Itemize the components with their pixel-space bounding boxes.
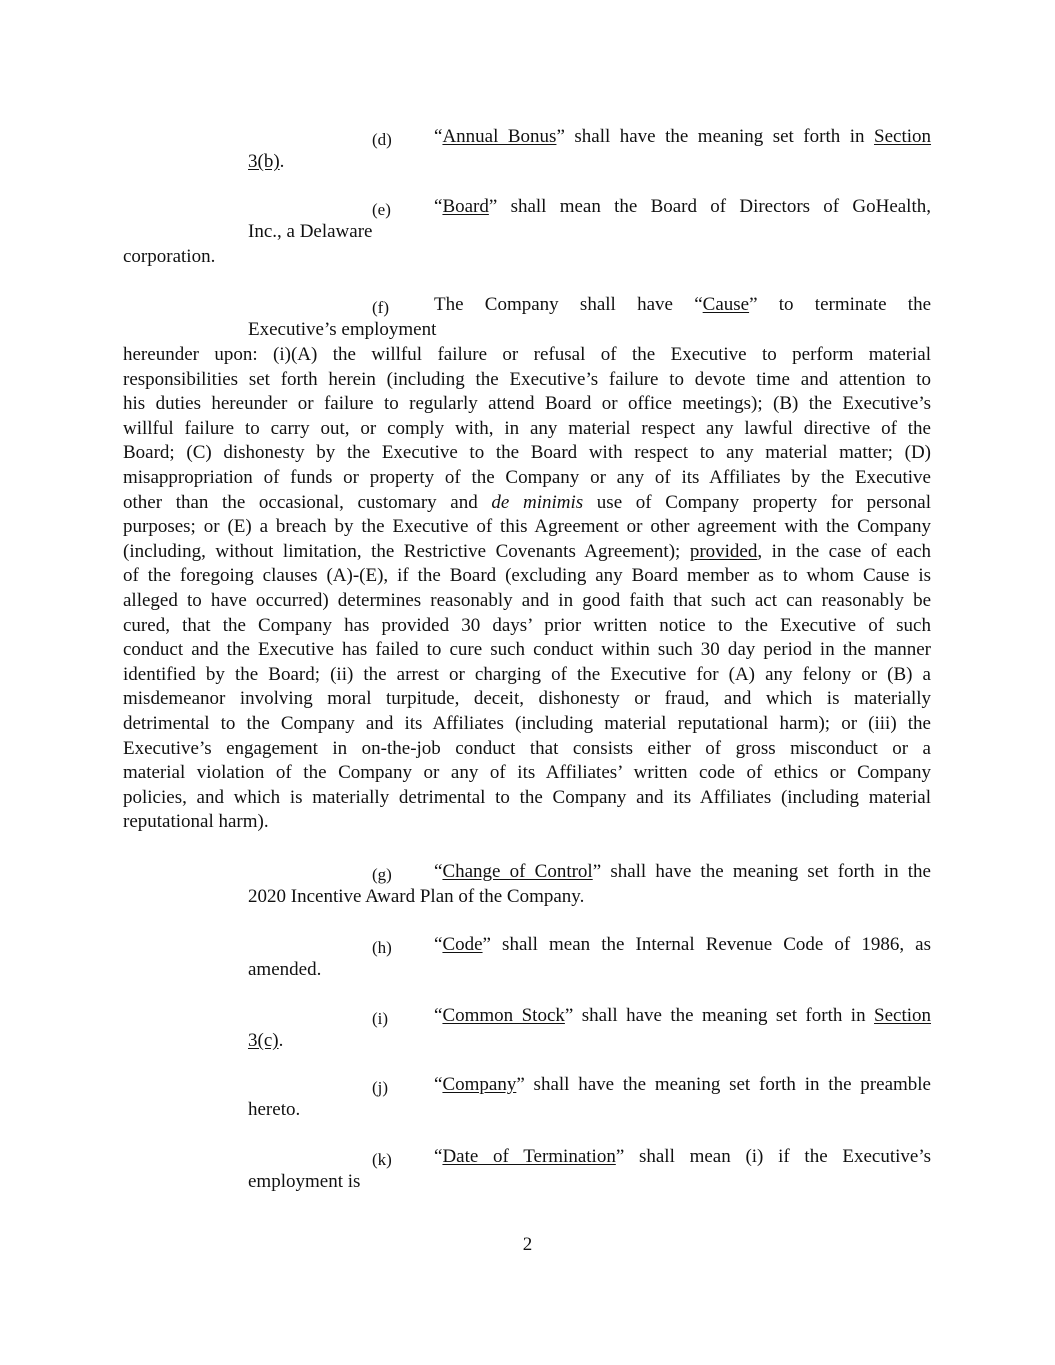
body-line: purposes; or (E) a breach by the Executive of this Agreement or other agreement with the Company — [123, 516, 931, 538]
defined-term-date-of-termination: Date of Termination — [442, 1146, 616, 1167]
item-marker-i: (i) — [372, 1009, 389, 1028]
definition-code-cont: amended. — [248, 959, 322, 980]
item-marker-j: (j) — [372, 1078, 389, 1097]
body-line: policies, and which is materially detrimental to the Company and its Affiliates (including material — [123, 786, 931, 808]
item-marker-k: (k) — [372, 1150, 392, 1169]
defined-term-annual-bonus: Annual Bonus — [442, 126, 557, 147]
section-ref: Section — [874, 126, 932, 147]
definition-common-stock: “Common Stock” shall have the meaning set forth in Section — [434, 1005, 932, 1026]
definition-cause: The Company shall have “Cause” to terminate the — [434, 294, 932, 315]
item-marker-e: (e) — [372, 200, 391, 219]
definition-cause-cont: Executive’s employment — [248, 319, 437, 340]
body-line-last: reputational harm). — [123, 811, 269, 833]
defined-term-company: Company — [442, 1074, 517, 1095]
definition-change-of-control-cont: 2020 Incentive Award Plan of the Company. — [248, 886, 585, 907]
defined-term-code: Code — [442, 934, 483, 955]
definition-company-cont: hereto. — [248, 1099, 301, 1120]
body-line: Executive’s engagement in on-the-job conduct that consists either of gross misconduct or a — [123, 737, 931, 759]
defined-term-common-stock: Common Stock — [442, 1005, 565, 1026]
body-line: misappropriation of funds or property of the Company or any of its Affiliates by the Executive — [123, 466, 931, 488]
body-line: conduct and the Executive has failed to cure such conduct within such 30 day period in the manner — [123, 639, 931, 661]
definition-board-cont-2: corporation. — [123, 246, 216, 267]
definition-annual-bonus: “Annual Bonus” shall have the meaning set forth in Section — [434, 126, 932, 147]
definition-board: “Board” shall mean the Board of Directors of GoHealth, — [434, 196, 931, 217]
item-marker-h: (h) — [372, 938, 392, 957]
defined-term-board: Board — [442, 196, 489, 217]
item-marker-f: (f) — [372, 298, 389, 317]
body-line: his duties hereunder or failure to regularly attend Board or office meetings); (B) the Executive’s — [123, 393, 931, 415]
definition-annual-bonus-cont: 3(b). — [248, 151, 285, 172]
definition-date-of-termination-cont: employment is — [248, 1171, 361, 1192]
body-line: detrimental to the Company and its Affiliates (including material reputational harm); or (iii) the — [123, 712, 931, 734]
definition-date-of-termination: “Date of Termination” shall mean (i) if the Executive’s — [434, 1146, 931, 1167]
body-line: identified by the Board; (ii) the arrest or charging of the Executive for (A) any felony or (B) a — [123, 663, 931, 685]
definition-common-stock-cont: 3(c). — [248, 1030, 284, 1051]
body-line: responsibilities set forth herein (including the Executive’s failure to devote time and attention to — [123, 368, 931, 390]
page-number: 2 — [522, 1234, 533, 1255]
definition-company: “Company” shall have the meaning set forth in the preamble — [434, 1074, 931, 1095]
body-line: willful failure to carry out, or comply with, in any material respect any lawful directive of the — [123, 417, 931, 439]
definition-change-of-control: “Change of Control” shall have the meaning set forth in the — [434, 861, 931, 882]
defined-term-change-of-control: Change of Control — [442, 861, 593, 882]
body-line: alleged to have occurred) determines reasonably and in good faith that such act can reasonably be — [123, 589, 931, 611]
definition-board-cont: Inc., a Delaware — [248, 221, 373, 242]
section-ref: Section — [874, 1005, 932, 1026]
body-line: misdemeanor involving moral turpitude, deceit, dishonesty or fraud, and which is materially — [123, 688, 931, 710]
body-line: hereunder upon: (i)(A) the willful failure or refusal of the Executive to perform material — [123, 344, 931, 365]
body-line-de-minimis: other than the occasional, customary and de minimis use of Company property for personal — [123, 491, 931, 513]
body-line: Board; (C) dishonesty by the Executive to the Board with respect to any material matter; (D) — [123, 442, 931, 464]
definition-code: “Code” shall mean the Internal Revenue Code of 1986, as — [434, 934, 931, 955]
item-marker-d: (d) — [372, 130, 392, 149]
body-line-provided: (including, without limitation, the Restrictive Covenants Agreement); provided, in the case of each — [123, 540, 932, 562]
item-marker-g: (g) — [372, 865, 392, 884]
cause-body-paragraph — [123, 343, 931, 835]
body-line: material violation of the Company or any of its Affiliates’ written code of ethics or Company — [123, 762, 931, 784]
body-line: of the foregoing clauses (A)-(E), if the Board (excluding any Board member as to whom Cause is — [123, 565, 931, 587]
defined-term-cause: Cause — [702, 294, 750, 315]
body-line: cured, that the Company has provided 30 days’ prior written notice to the Executive of such — [123, 614, 931, 636]
